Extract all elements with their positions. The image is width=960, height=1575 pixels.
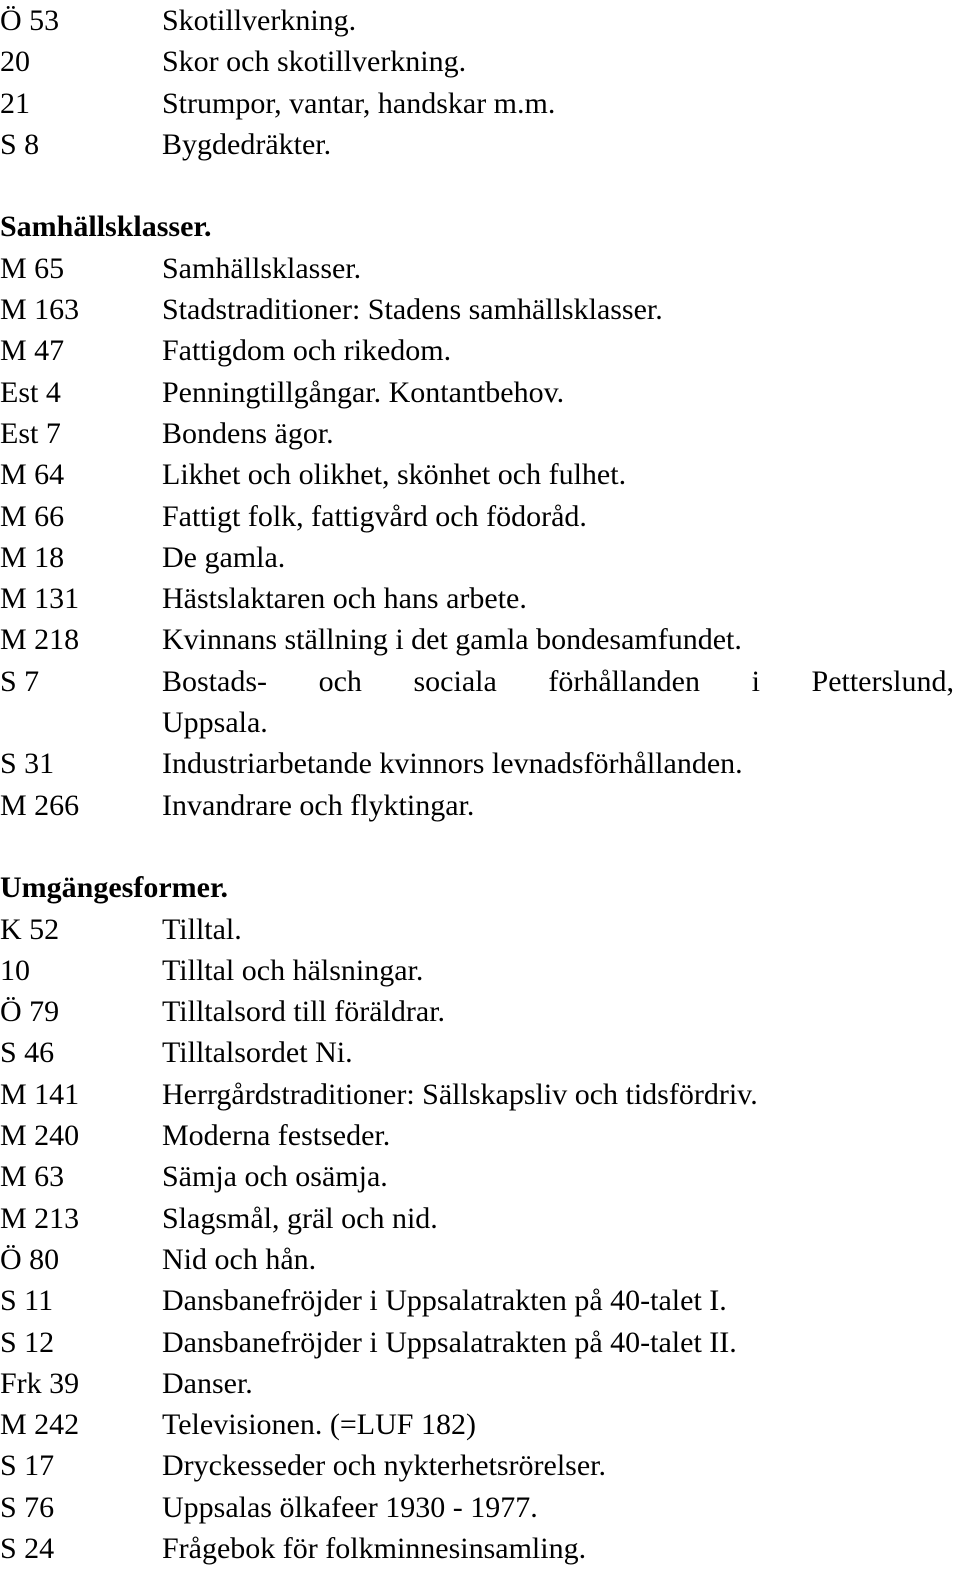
list-item [0,537,960,578]
section [0,867,960,1569]
entry-code: 10 [0,953,30,987]
entry-title: Dansbanefröjder i Uppsalatrakten på 40-talet I. [162,1284,727,1318]
list-item [0,909,960,950]
list-item [0,0,960,41]
entry-title: Dansbanefröjder i Uppsalatrakten på 40-talet II. [162,1325,737,1359]
entry-code: S 24 [0,1531,55,1565]
entry-title: Slagsmål, gräl och nid. [162,1201,438,1235]
list-item [0,1074,960,1115]
entry-code: M 18 [0,540,65,574]
entry-code: M 47 [0,334,65,368]
entry-title: Tilltalsord till föräldrar. [162,995,446,1029]
list-item [0,454,960,495]
list-item [0,1280,960,1321]
list-item [0,1322,960,1363]
entry-code: M 242 [0,1408,80,1442]
entry-code: Ö 79 [0,995,60,1029]
entry-title: Herrgårdstraditioner: Sällskapsliv och tidsfördriv. [162,1077,758,1111]
entry-title: Bygdedräkter. [162,127,332,161]
entry-title: Fattigdom och rikedom. [162,334,452,368]
entry-title: Kvinnans ställning i det gamla bondesamfundet. [162,623,742,657]
entry-code: S 17 [0,1449,55,1483]
entry-title: Tilltal. [162,912,242,946]
list-item [0,1445,960,1486]
entry-title: Invandrare och flyktingar. [162,788,475,822]
entry-code: 21 [0,86,30,120]
section [0,0,960,165]
entry-code: S 8 [0,127,40,161]
entry-title: Frågebok för folkminnesinsamling. [162,1531,587,1565]
section [0,206,960,825]
list-item [0,1487,960,1528]
list-item [0,1239,960,1280]
entry-title: Bondens ägor. [162,416,334,450]
entry-code: M 63 [0,1160,65,1194]
entry-code: M 141 [0,1077,80,1111]
list-item [0,413,960,454]
entry-title: Televisionen. (=LUF 182) [162,1408,476,1442]
section-spacer [0,826,960,867]
entry-title: Stadstraditioner: Stadens samhällsklasser. [162,293,663,327]
entry-title: Skotillverkning. [162,4,357,37]
list-item [0,1032,960,1073]
list-item [0,1156,960,1197]
entry-code: S 12 [0,1325,55,1359]
list-item [0,1528,960,1569]
entry-code: M 266 [0,788,80,822]
list-item [0,661,960,702]
entry-code: S 46 [0,1036,55,1070]
list-item [0,83,960,124]
list-item [0,950,960,991]
entry-title: Tilltalsordet Ni. [162,1036,353,1070]
entry-title: Penningtillgångar. Kontantbehov. [162,375,565,409]
entry-code: M 213 [0,1201,80,1235]
entry-code: S 31 [0,747,55,781]
list-item [0,578,960,619]
list-item [0,1198,960,1239]
entry-code: M 240 [0,1119,80,1153]
list-item [0,743,960,784]
entry-code: M 163 [0,293,80,327]
list-item-continuation [0,702,960,743]
entry-title: Moderna festseder. [162,1119,391,1153]
list-item [0,619,960,660]
entry-title: Danser. [162,1366,253,1400]
entry-title: Sämja och osämja. [162,1160,388,1194]
entry-title: Samhällsklasser. [162,251,362,285]
entry-code: Est 7 [0,416,61,450]
entry-code: S 76 [0,1490,55,1524]
list-item [0,785,960,826]
entry-title: Tilltal och hälsningar. [162,953,424,987]
list-item [0,1363,960,1404]
list-item [0,248,960,289]
entry-title: De gamla. [162,540,286,574]
entry-code: K 52 [0,912,60,946]
entry-code: Est 4 [0,375,61,409]
entry-code: Frk 39 [0,1366,80,1400]
entry-title: Uppsalas ölkafeer 1930 - 1977. [162,1490,538,1524]
entry-title: Likhet och olikhet, skönhet och fulhet. [162,458,627,492]
entry-code: M 66 [0,499,65,533]
entry-title: Strumpor, vantar, handskar m.m. [162,86,556,120]
entry-code: S 7 [0,664,40,698]
entry-code: M 65 [0,251,65,285]
section-spacer [0,165,960,206]
list-item [0,41,960,82]
entry-code: M 64 [0,458,65,492]
entry-code: M 131 [0,582,80,616]
list-item [0,330,960,371]
entry-title-continuation: Uppsala. [162,706,268,740]
entry-title: Skor och skotillverkning. [162,45,467,79]
entry-title: Dryckesseder och nykterhetsrörelser. [162,1449,606,1483]
list-item [0,289,960,330]
entry-title: Nid och hån. [162,1242,317,1276]
list-item [0,991,960,1032]
list-item [0,496,960,537]
entry-code: M 218 [0,623,80,657]
section-heading: Samhällsklasser. [0,210,212,244]
list-item [0,372,960,413]
entry-code: Ö 80 [0,1242,60,1276]
entry-title: Hästslaktaren och hans arbete. [162,582,527,616]
list-item [0,1404,960,1445]
section-heading: Umgängesformer. [0,871,229,905]
entry-code: 20 [0,45,30,79]
entry-title: Fattigt folk, fattigvård och födoråd. [162,499,587,533]
entry-title: Industriarbetande kvinnors levnadsförhållanden. [162,747,743,781]
entry-code: S 11 [0,1284,54,1318]
list-item [0,124,960,165]
entry-title: Bostads- och sociala förhållanden i Petterslund, [162,664,954,698]
list-item [0,1115,960,1156]
entry-code: Ö 53 [0,4,60,37]
